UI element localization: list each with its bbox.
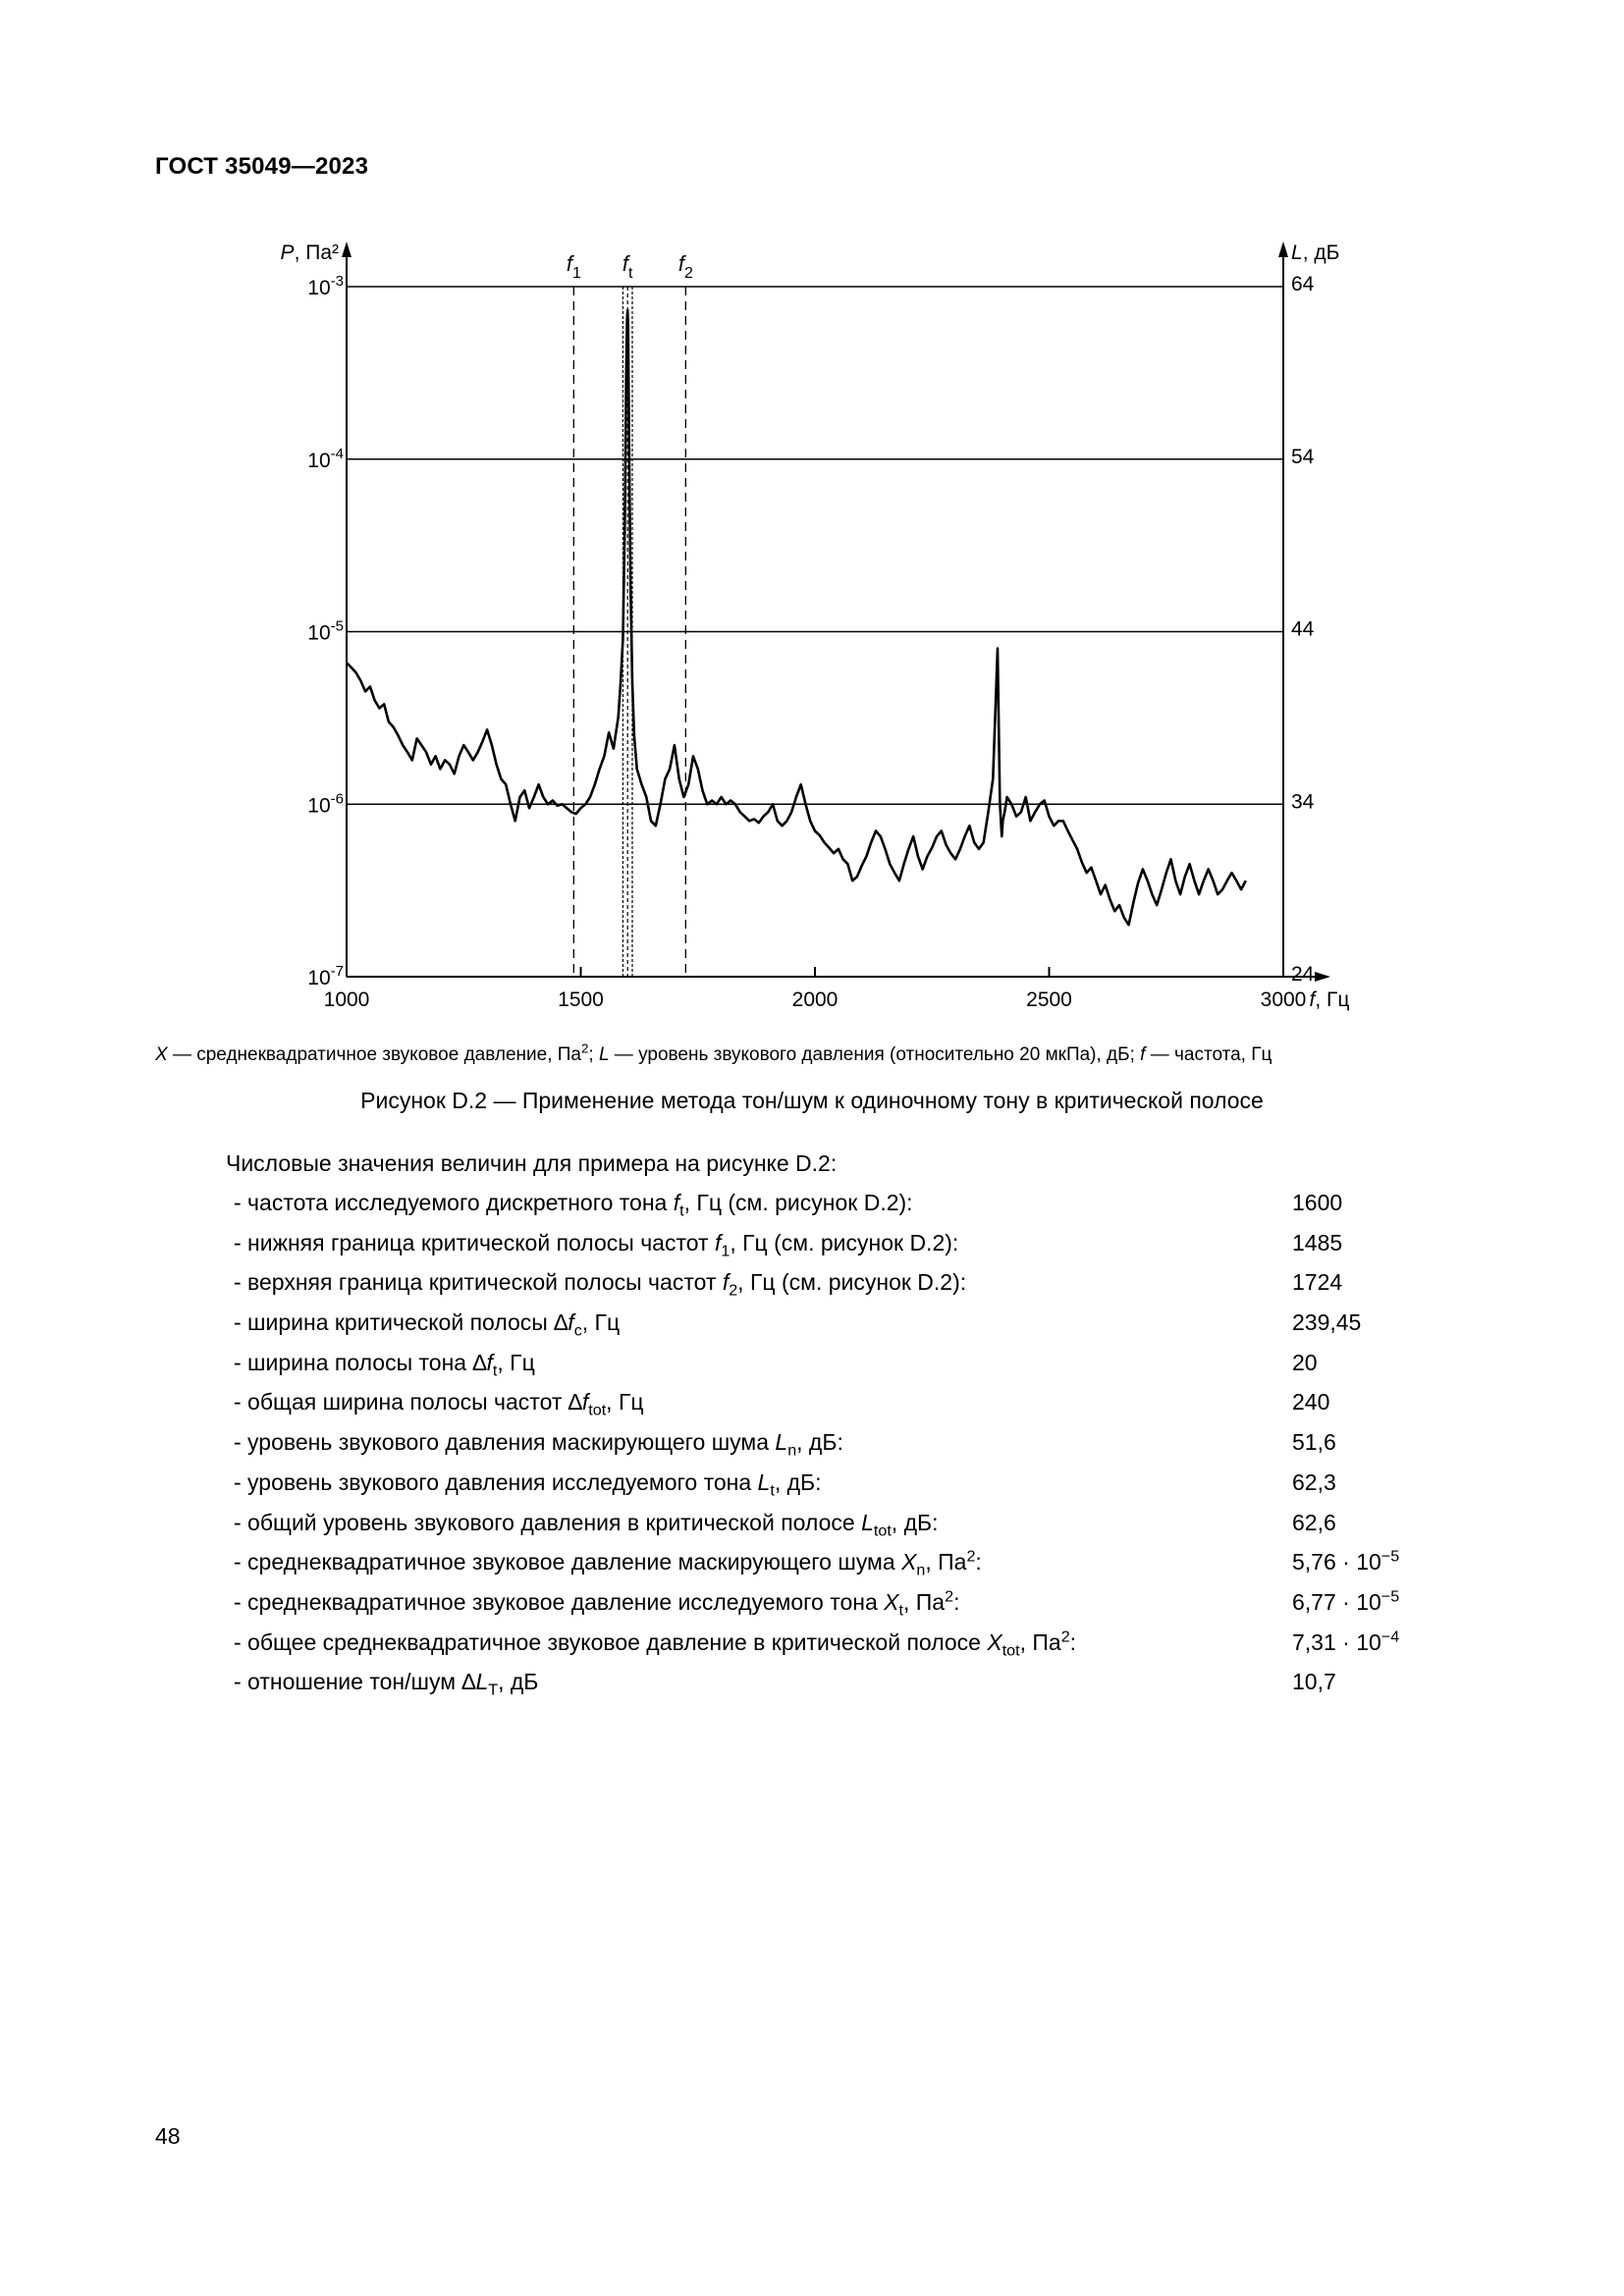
label-subscript: t	[770, 1481, 775, 1500]
x-axis-label-unit: , Гц	[1315, 988, 1350, 1011]
label-symbol: f	[581, 1389, 589, 1415]
label-text: - общее среднеквадратичное звуковое давление в критической полосе	[234, 1629, 988, 1655]
legend-text: — среднеквадратичное звуковое давление, Па	[167, 1044, 581, 1065]
value-number	[1292, 1469, 1336, 1496]
label-text: , Гц (см. рисунок D.2):	[737, 1269, 967, 1296]
label-text: , дБ:	[774, 1468, 822, 1495]
label-text: , Гц	[581, 1309, 621, 1336]
y-tick-label-right: 54	[1291, 445, 1315, 468]
label-text: - отношение тон/шум ∆	[234, 1669, 476, 1695]
x-axis-label	[1310, 988, 1350, 1011]
y-axis-label-unit: , дБ	[1302, 241, 1340, 264]
value-row	[234, 1230, 1412, 1270]
label-symbol: L	[775, 1429, 788, 1456]
value-number	[1292, 1589, 1399, 1616]
legend-sup: 2	[580, 1041, 589, 1056]
value-number	[1292, 1350, 1318, 1376]
label-symbol: L	[861, 1509, 874, 1535]
label-text: , дБ:	[891, 1509, 939, 1535]
label-text: - общий уровень звукового давления в критической полосе	[234, 1509, 862, 1535]
value-row	[234, 1429, 1412, 1469]
label-subscript: tot	[588, 1402, 607, 1420]
value-row	[234, 1469, 1412, 1510]
value-number	[1292, 1510, 1336, 1536]
y-tick-mantissa: 10	[307, 449, 331, 472]
label-symbol: L	[475, 1669, 489, 1695]
y-axis-label-symbol: P	[280, 241, 295, 264]
value-row	[234, 1549, 1412, 1589]
y-tick-exponent: -6	[330, 790, 344, 808]
label-symbol: X	[901, 1549, 917, 1575]
value-text: 62,6	[1292, 1509, 1336, 1535]
value-label	[234, 1627, 1077, 1660]
y-tick-mantissa: 10	[307, 621, 331, 645]
x-axis-label-symbol: f	[1309, 988, 1316, 1011]
value-row	[234, 1389, 1412, 1429]
marker-label	[678, 251, 693, 282]
value-number	[1292, 1389, 1329, 1415]
legend-sep: ;	[588, 1044, 599, 1065]
value-label	[234, 1429, 843, 1460]
label-subscript: 1	[721, 1242, 731, 1260]
value-row	[234, 1669, 1412, 1709]
label-symbol: f	[486, 1349, 493, 1375]
value-label	[234, 1468, 822, 1500]
value-text: 10,7	[1292, 1669, 1336, 1695]
label-superscript: 2	[1060, 1627, 1070, 1645]
page-number: 48	[155, 2123, 181, 2149]
label-text: :	[975, 1549, 982, 1575]
value-text: 62,3	[1292, 1468, 1336, 1495]
figure-legend	[155, 1041, 1471, 1066]
y-axis-label-symbol: L	[1291, 241, 1303, 264]
value-exponent: −5	[1380, 1547, 1400, 1566]
label-symbol: f	[673, 1190, 680, 1215]
marker-label	[623, 251, 633, 282]
legend-symbol-f: f	[1140, 1044, 1146, 1065]
value-row	[234, 1269, 1412, 1309]
values-list	[234, 1190, 1412, 1709]
y-axis-left-arrow	[342, 241, 352, 257]
marker-symbol: f	[677, 251, 684, 276]
value-text: 6,77 · 10	[1292, 1588, 1381, 1615]
y-tick-mantissa: 10	[307, 967, 331, 989]
value-exponent: −4	[1380, 1627, 1400, 1645]
marker-subscript: 2	[683, 265, 693, 282]
x-tick-label: 1500	[558, 988, 604, 1011]
value-number	[1292, 1429, 1336, 1456]
x-tick-label: 2000	[791, 988, 839, 1011]
value-label	[234, 1309, 621, 1340]
label-text: , Па	[1019, 1629, 1061, 1655]
marker-label	[567, 251, 581, 282]
label-subscript: tot	[1001, 1641, 1020, 1660]
label-subscript: n	[916, 1561, 926, 1579]
y-tick-label-right: 24	[1291, 963, 1315, 986]
value-text: 1485	[1292, 1229, 1343, 1255]
marker-subscript: 1	[571, 265, 581, 282]
value-text: 20	[1292, 1349, 1318, 1375]
label-text: :	[953, 1588, 960, 1615]
label-symbol: f	[722, 1269, 730, 1296]
label-superscript: 2	[945, 1587, 954, 1606]
value-label	[234, 1547, 982, 1579]
label-text: - ширина полосы тона ∆	[234, 1349, 487, 1375]
y-axis-right-arrow	[1278, 241, 1288, 257]
value-label	[234, 1509, 939, 1540]
value-text: 5,76 · 10	[1292, 1549, 1381, 1575]
values-intro: Числовые значения величин для примера на рисунке D.2:	[226, 1150, 838, 1176]
value-row	[234, 1190, 1412, 1230]
value-number	[1292, 1190, 1342, 1216]
y-tick-label-left	[307, 790, 344, 817]
marker-subscript: t	[628, 265, 633, 282]
value-number	[1292, 1230, 1342, 1256]
value-row	[234, 1629, 1412, 1670]
label-subscript: c	[573, 1321, 582, 1340]
label-symbol: f	[568, 1309, 574, 1336]
label-text: , Гц	[606, 1389, 644, 1415]
legend-symbol-l: L	[598, 1044, 610, 1065]
value-number	[1292, 1309, 1361, 1336]
label-text: - уровень звукового давления маскирующего шума	[234, 1429, 776, 1456]
y-tick-label-left	[307, 618, 344, 645]
y-tick-mantissa: 10	[307, 277, 331, 299]
value-text: 7,31 · 10	[1292, 1629, 1381, 1655]
document-header: ГОСТ 35049—2023	[155, 153, 369, 180]
label-text: - уровень звукового давления исследуемого тона	[234, 1468, 758, 1495]
value-label	[234, 1587, 960, 1620]
y-tick-label-left	[307, 446, 344, 472]
label-subscript: t	[492, 1362, 498, 1380]
value-label	[234, 1349, 535, 1380]
label-text: :	[1069, 1629, 1077, 1655]
legend-symbol-x: X	[155, 1044, 168, 1065]
label-text: - частота исследуемого дискретного тона	[234, 1190, 674, 1215]
label-subscript: t	[898, 1601, 903, 1620]
label-symbol: f	[714, 1229, 722, 1255]
value-number	[1292, 1269, 1342, 1296]
x-tick-label: 3000	[1260, 988, 1307, 1011]
y-tick-exponent: -5	[330, 617, 344, 635]
spectrum-line	[347, 310, 1246, 925]
y-axis-label-left	[281, 241, 339, 264]
label-text: , Па	[925, 1549, 967, 1575]
y-tick-label-right: 64	[1291, 273, 1315, 295]
label-text: - общая ширина полосы частот ∆	[234, 1389, 582, 1415]
label-text: , дБ	[498, 1669, 539, 1695]
legend-text: — уровень звукового давления (относительно 20 мкПа), дБ;	[609, 1044, 1141, 1065]
label-text: , дБ:	[796, 1429, 843, 1456]
label-subscript: t	[679, 1201, 684, 1220]
y-axis-label-unit: , Па²	[294, 241, 339, 264]
value-number	[1292, 1549, 1399, 1575]
value-label	[234, 1229, 959, 1260]
label-symbol: X	[987, 1629, 1002, 1655]
value-label	[234, 1669, 539, 1699]
x-tick-label: 1000	[323, 988, 370, 1011]
x-tick-label: 2500	[1026, 988, 1072, 1011]
label-subscript: tot	[873, 1522, 892, 1540]
marker-symbol: f	[622, 251, 629, 276]
value-label	[234, 1389, 644, 1420]
value-text: 51,6	[1292, 1429, 1336, 1456]
y-tick-exponent: -3	[330, 273, 344, 290]
value-text: 239,45	[1292, 1309, 1362, 1336]
value-row	[234, 1589, 1412, 1629]
marker-symbol: f	[566, 251, 572, 276]
y-tick-label-left	[307, 963, 344, 989]
y-tick-exponent: -7	[330, 963, 344, 980]
label-subscript: n	[787, 1441, 797, 1460]
label-text: - среднеквадратичное звуковое давление исследуемого тона	[234, 1588, 885, 1615]
label-symbol: L	[757, 1468, 771, 1495]
value-text: 1724	[1292, 1269, 1343, 1296]
label-text: - нижняя граница критической полосы частот	[234, 1229, 715, 1255]
figure-caption: Рисунок D.2 — Применение метода тон/шум к одиночному тону в критической полосе	[360, 1088, 1264, 1113]
label-text: - верхняя граница критической полосы частот	[234, 1269, 723, 1296]
value-text: 1600	[1292, 1190, 1343, 1215]
label-text: , Гц (см. рисунок D.2):	[683, 1190, 913, 1215]
value-row	[234, 1350, 1412, 1390]
value-label	[234, 1190, 913, 1220]
label-symbol: X	[884, 1588, 899, 1615]
y-tick-label-left	[307, 273, 344, 299]
legend-text: — частота, Гц	[1145, 1044, 1272, 1065]
label-subscript: 2	[729, 1281, 738, 1300]
value-exponent: −5	[1380, 1587, 1400, 1606]
label-text: , Гц	[497, 1349, 535, 1375]
value-number	[1292, 1629, 1399, 1656]
label-subscript: T	[488, 1681, 499, 1699]
value-row	[234, 1510, 1412, 1550]
y-tick-label-right: 34	[1291, 790, 1315, 814]
y-tick-exponent: -4	[330, 445, 344, 462]
tone-noise-chart	[0, 0, 1624, 1041]
label-text: , Гц (см. рисунок D.2):	[730, 1229, 959, 1255]
label-text: - среднеквадратичное звуковое давление маскирующего шума	[234, 1549, 902, 1575]
label-superscript: 2	[966, 1547, 976, 1566]
y-tick-label-right: 44	[1291, 617, 1315, 641]
x-axis-arrow	[1315, 972, 1330, 982]
label-text: , Па	[903, 1588, 946, 1615]
label-text: - ширина критической полосы ∆	[234, 1309, 568, 1336]
value-row	[234, 1309, 1412, 1350]
value-label	[234, 1269, 967, 1300]
value-number	[1292, 1669, 1336, 1695]
value-text: 240	[1292, 1389, 1330, 1415]
y-axis-label-right	[1291, 241, 1339, 264]
y-tick-mantissa: 10	[307, 794, 331, 818]
